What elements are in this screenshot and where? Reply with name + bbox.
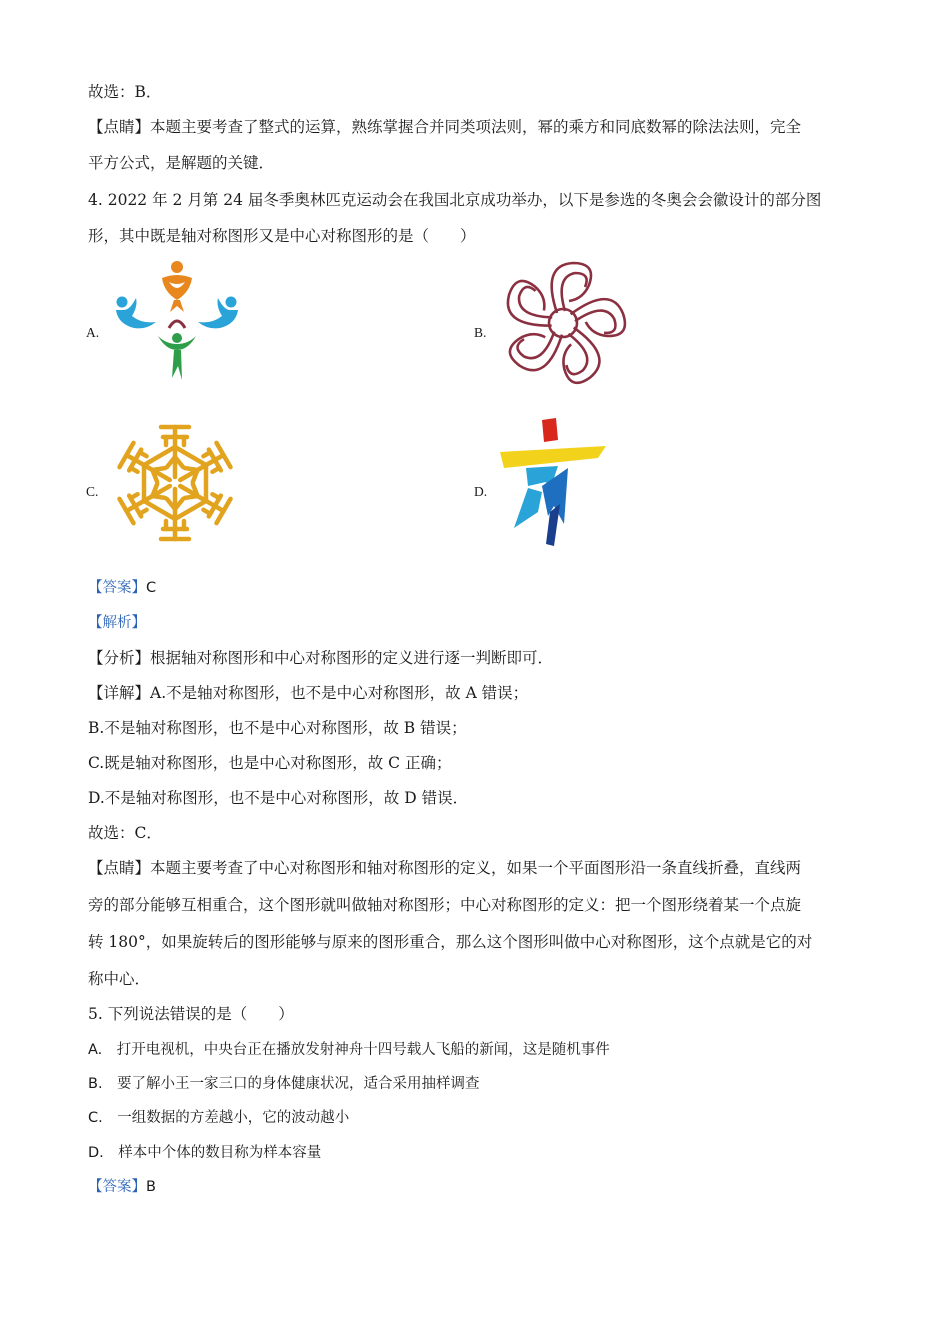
- q4-stem-line-1: 4. 2022 年 2 月第 24 届冬季奥林匹克运动会在我国北京成功举办，以下是参选的冬奥会会徽设计的部分图: [88, 191, 822, 209]
- q3-dianjing-text: 本题主要考查了整式的运算，熟练掌握合并同类项法则，幂的乘方和同底数幂的除法法则，完全: [150, 118, 802, 136]
- q4-xiangjie-d: D.不是轴对称图形，也不是中心对称图形，故 D 错误．: [88, 789, 469, 807]
- q5-option-c: C. 一组数据的方差越小，它的波动越小: [88, 1110, 350, 1126]
- q4-dianjing-line-4: 称中心．: [88, 970, 151, 988]
- q5-option-a: A. 打开电视机，中央台正在播放发射神舟十四号载人飞船的新闻，这是随机事件: [88, 1042, 610, 1058]
- q5-answer-value: B: [146, 1179, 156, 1195]
- q5-option-d: D. 样本中个体的数目称为样本容量: [88, 1145, 322, 1161]
- q4-fenxi-tag: 【分析】: [88, 649, 151, 667]
- q5-option-b: B. 要了解小王一家三口的身体健康状况，适合采用抽样调查: [88, 1076, 480, 1092]
- q4-answer-line: [88, 578, 156, 598]
- q4-option-b-label: B.: [474, 325, 487, 340]
- q4-answer-value: C: [146, 580, 157, 596]
- q4-option-c-label: C.: [86, 484, 99, 499]
- q4-xiangjie-tag: 【详解】: [88, 684, 151, 702]
- emblem-snowflake-icon: [108, 420, 242, 546]
- q3-choice: 故选：B．: [88, 83, 162, 101]
- q5-answer-line: [88, 1177, 156, 1197]
- q4-xiangjie-c: C.既是轴对称图形，也是中心对称图形，故 C 正确；: [88, 754, 452, 772]
- q4-jiexi-tag: 【解析】: [88, 615, 146, 631]
- q4-fenxi-line: [88, 648, 553, 668]
- q4-dianjing-tag: 【点睛】: [88, 859, 151, 877]
- q4-dianjing-text: 本题主要考查了中心对称图形和轴对称图形的定义，如果一个平面图形沿一条直线折叠，直线两: [150, 859, 802, 877]
- q3-dianjing-line-1: [88, 117, 801, 137]
- q5-stem: 5. 下列说法错误的是（ ）: [88, 1005, 294, 1023]
- q4-option-a-label: A.: [86, 325, 100, 340]
- q4-xiangjie-b: B.不是轴对称图形，也不是中心对称图形，故 B 错误；: [88, 719, 467, 737]
- q3-dianjing-line-2: 平方公式，是解题的关键．: [88, 154, 275, 172]
- q4-dianjing-line-1: [88, 858, 801, 878]
- q5-answer-tag: 【答案】: [88, 1179, 146, 1195]
- q4-answer-tag: 【答案】: [88, 580, 146, 596]
- emblem-torch-ning-icon: [498, 416, 610, 550]
- q4-fenxi-text: 根据轴对称图形和中心对称图形的定义进行逐一判断即可．: [150, 649, 554, 667]
- q4-xiangjie-a: A.不是轴对称图形，也不是中心对称图形，故 A 错误；: [150, 684, 529, 702]
- emblem-figures-icon: [112, 258, 242, 384]
- q4-jiexi-line: [88, 613, 146, 633]
- q3-dianjing-tag: 【点睛】: [88, 118, 151, 136]
- q4-dianjing-line-2: 旁的部分能够互相重合，这个图形就叫做轴对称图形；中心对称图形的定义：把一个图形绕着某一个点旋: [88, 896, 802, 914]
- q4-stem-line-2: 形，其中既是轴对称图形又是中心对称图形的是（ ）: [88, 227, 476, 245]
- q4-dianjing-line-3: 转 180°，如果旋转后的图形能够与原来的图形重合，那么这个图形叫做中心对称图形，这个点就是它的对: [88, 933, 813, 951]
- q4-choice: 故选：C．: [88, 824, 162, 842]
- emblem-ribbon-flower-icon: [498, 260, 628, 386]
- q4-xiangjie-line: [88, 683, 528, 703]
- q4-option-d-label: D.: [474, 484, 488, 499]
